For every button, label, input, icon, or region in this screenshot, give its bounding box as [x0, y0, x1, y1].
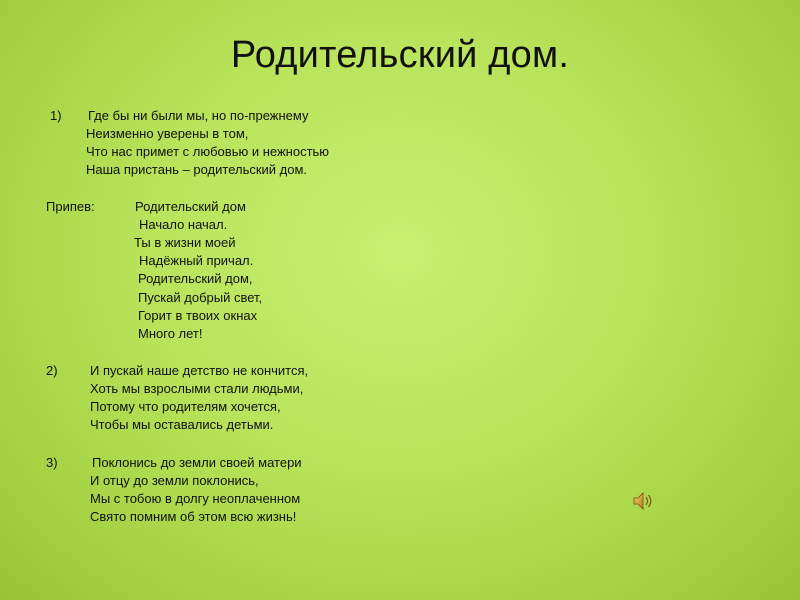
chorus-line: Родительский дом,	[138, 271, 253, 286]
verse-3-number: 3)	[46, 455, 58, 470]
slide-title: Родительский дом.	[230, 34, 570, 76]
verse-1-number: 1)	[50, 108, 62, 123]
verse-2-number: 2)	[46, 363, 58, 378]
verse-3-line: Мы с тобою в долгу неоплаченном	[90, 491, 301, 506]
chorus-line: Начало начал.	[139, 217, 228, 232]
chorus-line: Родительский дом	[135, 199, 246, 214]
chorus-label: Припев:	[46, 199, 95, 214]
verse-3-line: Поклонись до земли своей матери	[92, 455, 302, 470]
speaker-icon[interactable]	[631, 489, 655, 513]
verse-2-line: Чтобы мы оставались детьми.	[90, 417, 274, 432]
verse-1-line: Наша пристань – родительский дом.	[86, 162, 308, 177]
verse-3-line: И отцу до земли поклонись,	[90, 473, 259, 488]
verse-1-line: Где бы ни были мы, но по-прежнему	[88, 108, 309, 123]
verse-1-line: Неизменно уверены в том,	[86, 126, 249, 141]
chorus-line: Ты в жизни моей	[134, 235, 236, 250]
verse-2-line: И пускай наше детство не кончится,	[90, 363, 309, 378]
verse-1-line: Что нас примет с любовью и нежностью	[86, 144, 330, 159]
chorus-line: Много лет!	[138, 326, 203, 341]
chorus-line: Надёжный причал.	[139, 253, 254, 268]
chorus-line: Горит в твоих окнах	[138, 308, 258, 323]
chorus-line: Пускай добрый свет,	[138, 290, 263, 305]
verse-2-line: Потому что родителям хочется,	[90, 399, 281, 414]
verse-3-line: Свято помним об этом всю жизнь!	[90, 509, 297, 524]
verse-2-line: Хоть мы взрослыми стали людьми,	[90, 381, 304, 396]
